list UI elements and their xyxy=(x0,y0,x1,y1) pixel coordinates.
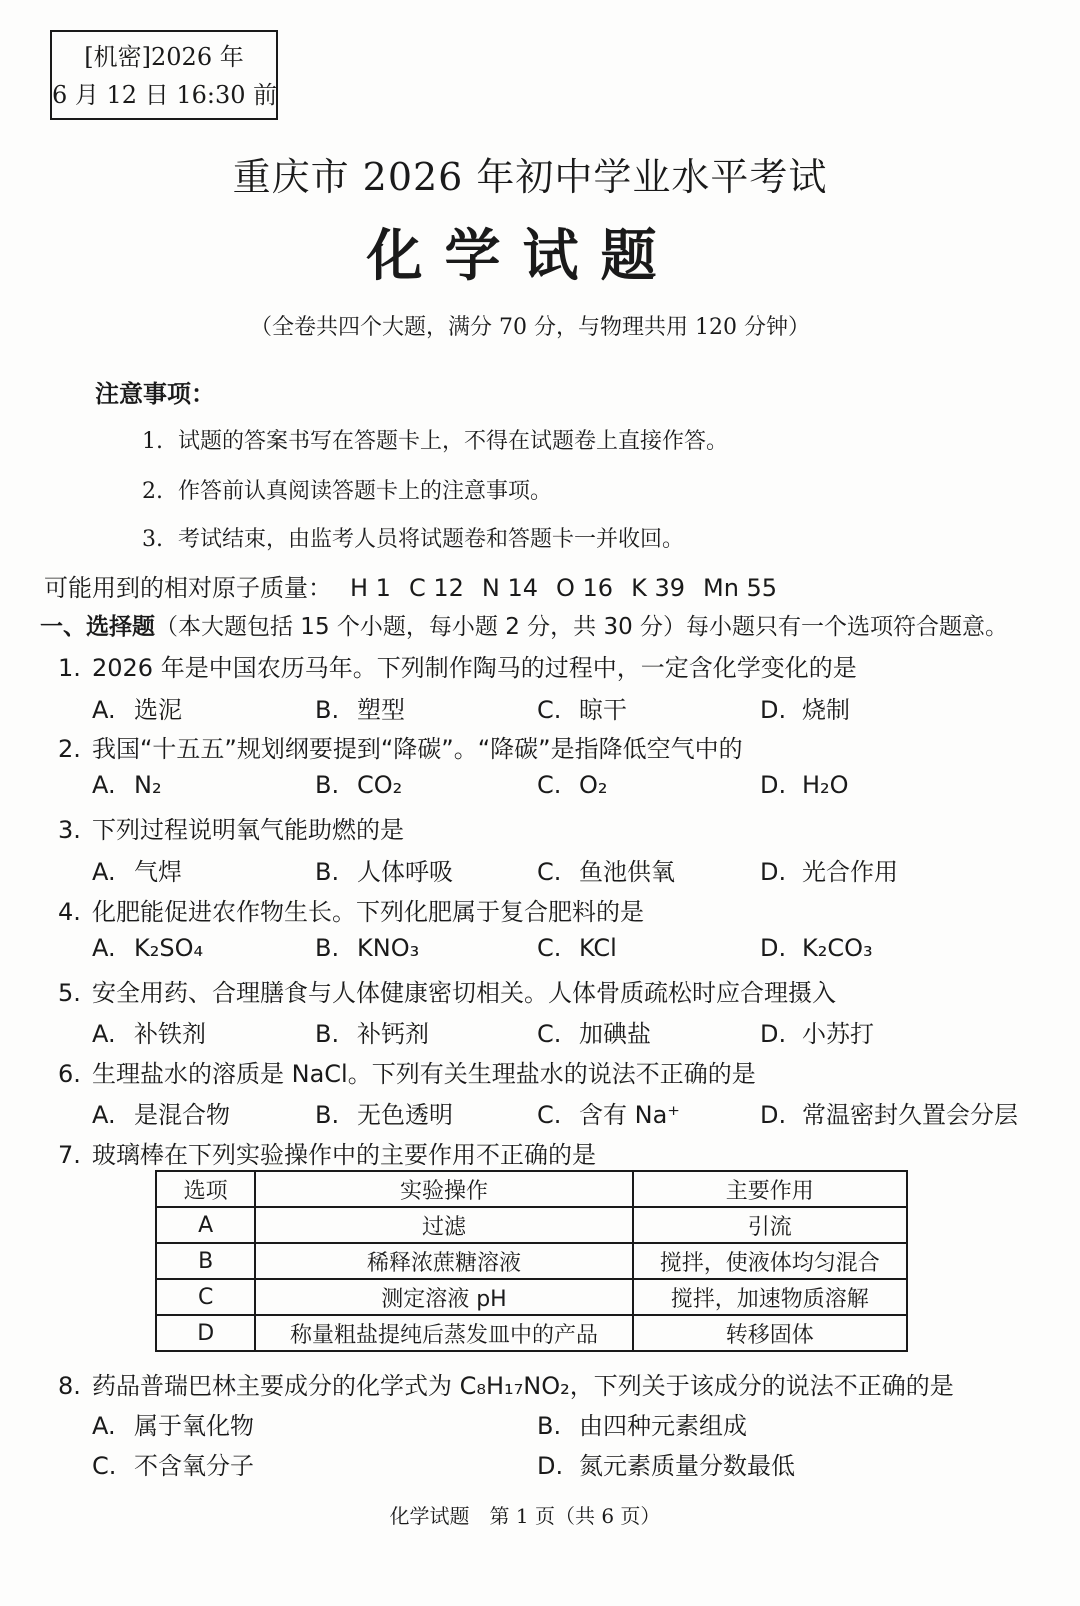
option-label: B. xyxy=(315,696,340,724)
table-cell: C xyxy=(156,1279,255,1315)
question-stem xyxy=(58,973,836,1008)
option-label: C. xyxy=(537,771,562,799)
table-cell: D xyxy=(156,1315,255,1351)
option-text: 塑型 xyxy=(357,696,405,724)
option-text: K₂SO₄ xyxy=(134,934,204,962)
option-text: KNO₃ xyxy=(357,934,420,962)
table-cell: 测定溶液 pH xyxy=(255,1279,632,1315)
answer-option xyxy=(760,1014,874,1049)
answer-option xyxy=(537,771,608,799)
atomic-mass-line xyxy=(44,568,777,603)
atomic-mass-element: K 39 xyxy=(631,574,685,602)
option-label: B. xyxy=(315,771,340,799)
atomic-mass-element: N 14 xyxy=(481,574,539,602)
exam-title: 重庆市 2026 年初中学业水平考试 xyxy=(232,155,828,199)
answer-option xyxy=(537,1095,680,1130)
option-text: 加碘盐 xyxy=(579,1020,651,1048)
option-text: KCl xyxy=(579,934,617,962)
answer-option xyxy=(315,934,419,962)
answer-option xyxy=(760,1095,1018,1130)
answer-option xyxy=(92,1446,254,1481)
table-cell: 转移固体 xyxy=(633,1315,907,1351)
option-label: A. xyxy=(92,934,116,962)
notice-item xyxy=(142,522,684,553)
option-text: H₂O xyxy=(802,771,849,799)
option-label: C. xyxy=(537,1020,562,1048)
answer-option xyxy=(92,852,182,887)
answer-option xyxy=(760,852,898,887)
question-number: 3. xyxy=(58,816,81,844)
notice-item-text: 作答前认真阅读答题卡上的注意事项。 xyxy=(178,479,553,504)
table-row xyxy=(156,1207,907,1243)
option-label: A. xyxy=(92,1412,116,1440)
answer-option xyxy=(537,1014,651,1049)
answer-option xyxy=(760,771,849,799)
answer-option xyxy=(92,1406,254,1441)
question-number: 1. xyxy=(58,654,81,682)
question-stem xyxy=(58,1366,954,1401)
page-footer: 化学试题 第 1 页（共 6 页） xyxy=(389,1504,661,1528)
answer-option xyxy=(315,690,405,725)
option-label: B. xyxy=(315,858,340,886)
notice-item-text: 考试结束，由监考人员将试题卷和答题卡一并收回。 xyxy=(178,527,685,552)
exam-note: （全卷共四个大题，满分 70 分，与物理共用 120 分钟） xyxy=(250,315,810,340)
option-text: O₂ xyxy=(579,771,608,799)
option-text: 气焊 xyxy=(134,858,182,886)
option-text: 补铁剂 xyxy=(134,1020,206,1048)
answer-option xyxy=(760,934,873,962)
question-number: 8. xyxy=(58,1372,81,1400)
option-text: 鱼池供氧 xyxy=(579,858,675,886)
option-label: D. xyxy=(760,934,787,962)
option-text: 氮元素质量分数最低 xyxy=(579,1452,795,1480)
answer-option xyxy=(537,1406,747,1441)
table-header-cell: 实验操作 xyxy=(255,1171,632,1207)
option-label: C. xyxy=(537,1101,562,1129)
question-stem xyxy=(58,729,743,764)
subject-title: 化学试题 xyxy=(366,223,679,289)
q7-table xyxy=(155,1170,908,1352)
confidential-line-2: 6 月 12 日 16:30 前 xyxy=(52,81,278,109)
option-label: B. xyxy=(315,1101,340,1129)
question-stem xyxy=(58,810,404,845)
option-label: D. xyxy=(760,858,787,886)
answer-option xyxy=(537,934,617,962)
table-cell: 引流 xyxy=(633,1207,907,1243)
question-number: 4. xyxy=(58,898,81,926)
answer-option xyxy=(537,1446,795,1481)
atomic-mass-element: Mn 55 xyxy=(702,574,778,602)
question-text: 化肥能促进农作物生长。下列化肥属于复合肥料的是 xyxy=(92,898,644,926)
notice-item xyxy=(142,474,552,505)
section-title: 一、选择题 xyxy=(40,614,155,640)
option-label: C. xyxy=(537,858,562,886)
atomic-mass-element: H 1 xyxy=(350,574,391,602)
question-text: 我国“十五五”规划纲要提到“降碳”。“降碳”是指降低空气中的 xyxy=(92,735,743,763)
option-text: K₂CO₃ xyxy=(802,934,873,962)
confidential-line-1: [机密]2026 年 xyxy=(84,43,244,71)
notice-item-number: 3. xyxy=(142,527,163,552)
table-row xyxy=(156,1315,907,1351)
option-text: 选泥 xyxy=(134,696,182,724)
question-stem xyxy=(58,892,644,927)
question-stem xyxy=(58,1054,756,1089)
option-label: B. xyxy=(315,934,340,962)
option-text: 属于氧化物 xyxy=(134,1412,254,1440)
question-text: 安全用药、合理膳食与人体健康密切相关。人体骨质疏松时应合理摄入 xyxy=(92,979,836,1007)
notice-item-text: 试题的答案书写在答题卡上，不得在试题卷上直接作答。 xyxy=(178,429,729,454)
question-text: 下列过程说明氧气能助燃的是 xyxy=(92,816,404,844)
question-number: 6. xyxy=(58,1060,81,1088)
question-text: 药品普瑞巴林主要成分的化学式为 C₈H₁₇NO₂，下列关于该成分的说法不正确的是 xyxy=(92,1372,954,1400)
answer-option xyxy=(760,690,850,725)
question-stem xyxy=(58,1135,596,1170)
option-text: 光合作用 xyxy=(802,858,898,886)
atomic-mass-element: C 12 xyxy=(408,574,464,602)
option-label: A. xyxy=(92,858,116,886)
option-label: D. xyxy=(760,1101,787,1129)
option-text: 含有 Na⁺ xyxy=(579,1101,680,1129)
atomic-mass-label: 可能用到的相对原子质量： xyxy=(44,574,332,602)
option-text: 晾干 xyxy=(579,696,627,724)
answer-option xyxy=(92,1014,206,1049)
option-text: 人体呼吸 xyxy=(357,858,453,886)
option-label: D. xyxy=(760,1020,787,1048)
atomic-mass-element: O 16 xyxy=(556,574,614,602)
answer-option xyxy=(315,1095,453,1130)
option-label: B. xyxy=(315,1020,340,1048)
table-cell: 过滤 xyxy=(255,1207,632,1243)
answer-option xyxy=(537,852,675,887)
option-text: 补钙剂 xyxy=(357,1020,429,1048)
option-label: C. xyxy=(92,1452,117,1480)
option-label: C. xyxy=(537,934,562,962)
question-number: 7. xyxy=(58,1141,81,1169)
question-text: 玻璃棒在下列实验操作中的主要作用不正确的是 xyxy=(92,1141,596,1169)
option-label: D. xyxy=(760,696,787,724)
option-label: A. xyxy=(92,1101,116,1129)
section-description: （本大题包括 15 个小题，每小题 2 分，共 30 分）每小题只有一个选项符合题意。 xyxy=(155,614,1009,640)
question-number: 5. xyxy=(58,979,81,1007)
answer-option xyxy=(92,934,203,962)
table-cell: 稀释浓蔗糖溶液 xyxy=(255,1243,632,1279)
option-label: A. xyxy=(92,771,116,799)
answer-option xyxy=(92,771,162,799)
question-text: 生理盐水的溶质是 NaCl。下列有关生理盐水的说法不正确的是 xyxy=(92,1060,756,1088)
option-label: C. xyxy=(537,696,562,724)
option-text: 是混合物 xyxy=(134,1101,230,1129)
option-text: 不含氧分子 xyxy=(134,1452,254,1480)
option-label: A. xyxy=(92,1020,116,1048)
table-header-row xyxy=(156,1171,907,1207)
answer-option xyxy=(92,1095,230,1130)
option-text: 常温密封久置会分层 xyxy=(802,1101,1018,1129)
question-text: 2026 年是中国农历马年。下列制作陶马的过程中，一定含化学变化的是 xyxy=(92,654,857,682)
option-label: D. xyxy=(537,1452,564,1480)
option-text: 无色透明 xyxy=(357,1101,453,1129)
table-cell: 称量粗盐提纯后蒸发皿中的产品 xyxy=(255,1315,632,1351)
option-text: 烧制 xyxy=(802,696,850,724)
notice-item xyxy=(142,424,728,455)
option-text: 小苏打 xyxy=(802,1020,874,1048)
table-cell: 搅拌，使液体均匀混合 xyxy=(633,1243,907,1279)
section-heading xyxy=(40,608,1008,641)
answer-option xyxy=(537,690,627,725)
option-label: B. xyxy=(537,1412,562,1440)
option-label: D. xyxy=(760,771,787,799)
answer-option xyxy=(92,690,182,725)
table-row xyxy=(156,1279,907,1315)
confidential-stamp xyxy=(50,30,278,120)
option-label: A. xyxy=(92,696,116,724)
notice-item-number: 2. xyxy=(142,479,163,504)
option-text: CO₂ xyxy=(357,771,403,799)
table-cell: 搅拌，加速物质溶解 xyxy=(633,1279,907,1315)
table-row xyxy=(156,1243,907,1279)
option-text: 由四种元素组成 xyxy=(579,1412,747,1440)
table-header-cell: 选项 xyxy=(156,1171,255,1207)
option-text: N₂ xyxy=(134,771,162,799)
table-cell: A xyxy=(156,1207,255,1243)
question-stem xyxy=(58,648,857,683)
question-number: 2. xyxy=(58,735,81,763)
table-header-cell: 主要作用 xyxy=(633,1171,907,1207)
table-cell: B xyxy=(156,1243,255,1279)
answer-option xyxy=(315,1014,429,1049)
notice-item-number: 1. xyxy=(142,429,163,454)
notice-heading: 注意事项： xyxy=(95,379,215,408)
answer-option xyxy=(315,771,402,799)
answer-option xyxy=(315,852,453,887)
